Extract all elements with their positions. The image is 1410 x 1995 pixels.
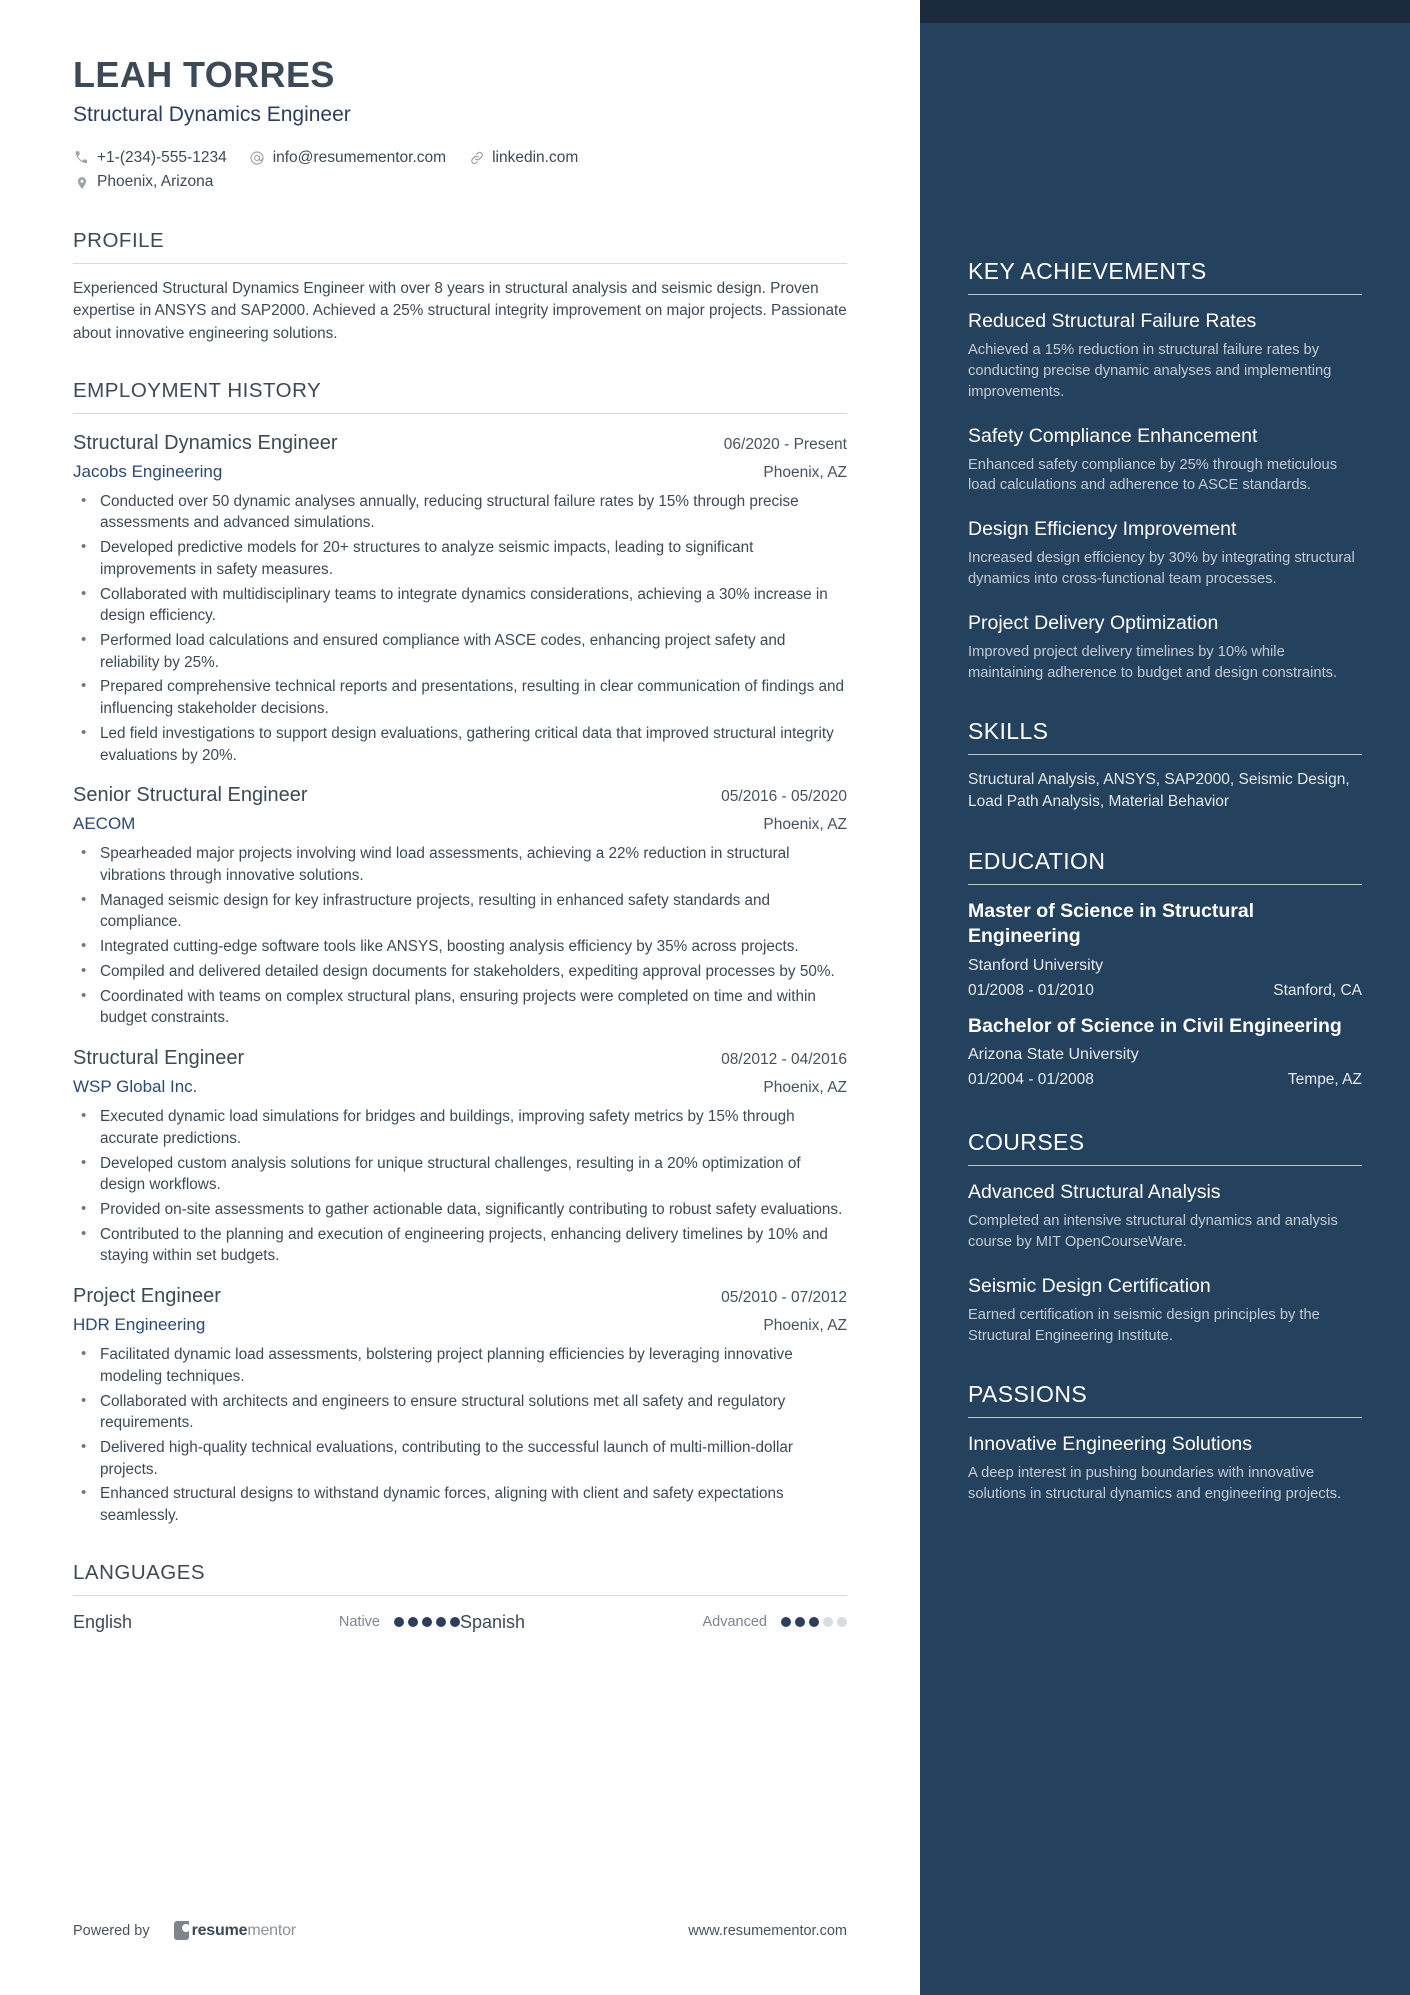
- job-headline: Structural Dynamics Engineer: [73, 102, 351, 126]
- job-dates: 06/2020 - Present: [723, 435, 847, 453]
- divider: [968, 754, 1362, 755]
- language-rating: [781, 1617, 847, 1627]
- section-languages: [73, 1561, 847, 1633]
- sidebar: [920, 0, 1410, 1995]
- job-bullet: • Prepared comprehensive technical reports and presentations, resulting in clear communication of findings and influencing stakeholder decisions.: [73, 676, 847, 719]
- job-meta-row: [73, 1315, 847, 1335]
- section-title-education: EDUCATION: [968, 847, 1106, 874]
- job-dates: 05/2010 - 07/2012: [721, 1289, 847, 1307]
- link-icon: [468, 149, 485, 166]
- achievement-item-desc: Enhanced safety compliance by 25% through meticulous load calculations and adherence to ASCE standards.: [968, 456, 1338, 494]
- job-bullet: • Developed predictive models for 20+ structures to analyze seismic impacts, leading to significant improvements in safety measures.: [73, 537, 847, 580]
- spacer: [968, 684, 1362, 718]
- course-item: [968, 1274, 1362, 1347]
- education-list: [968, 899, 1362, 1090]
- job-bullet: • Spearheaded major projects involving wind load assessments, achieving a 22% reduction in structural vibrations through innovative solutions.: [73, 843, 847, 886]
- section-key-achievements: [968, 258, 1362, 684]
- section-title-profile: PROFILE: [73, 229, 165, 253]
- education-location: Stanford, CA: [1273, 981, 1362, 999]
- course-item-desc: Completed an intensive structural dynamics and analysis course by MIT OpenCourseWare.: [968, 1213, 1338, 1251]
- job-bullet: • Developed custom analysis solutions for unique structural challenges, resulting in a 20% optimization of design workflows.: [73, 1153, 847, 1196]
- job-bullet: • Managed seismic design for key infrastructure projects, resulting in enhanced safety standards and compliance.: [73, 890, 847, 933]
- passions-list: [968, 1432, 1362, 1505]
- section-title-languages: LANGUAGES: [73, 1560, 206, 1584]
- job-bullet: • Collaborated with multidisciplinary teams to integrate dynamics considerations, achieving a 30% increase in design efficiency.: [73, 584, 847, 627]
- map-pin-icon: [73, 174, 90, 191]
- job-location: Phoenix, AZ: [763, 463, 847, 481]
- jobs-list: [73, 432, 847, 1527]
- section-title-skills: SKILLS: [968, 717, 1049, 744]
- divider: [73, 263, 847, 264]
- spacer: [968, 1103, 1362, 1129]
- rating-dot: [408, 1617, 418, 1627]
- contact-location: [73, 170, 213, 195]
- contact-row-1: [73, 146, 847, 171]
- job-bullet: • Compiled and delivered detailed design documents for stakeholders, expediting approval processes by 50%.: [73, 961, 847, 983]
- job-location: Phoenix, AZ: [763, 816, 847, 834]
- education-item: [968, 899, 1362, 1000]
- job-bullet: • Facilitated dynamic load assessments, bolstering project planning efficiencies by leveraging innovative modeling techniques.: [73, 1344, 847, 1387]
- passion-item-title: Innovative Engineering Solutions: [968, 1432, 1253, 1455]
- languages-list: [73, 1612, 847, 1633]
- contact-phone[interactable]: [73, 146, 227, 171]
- section-title-passions: PASSIONS: [968, 1380, 1088, 1407]
- job-bullets: [73, 1106, 847, 1267]
- job-entry: [73, 432, 847, 767]
- job-bullet: • Provided on-site assessments to gather actionable data, significantly contributing to robust safety evaluations.: [73, 1199, 847, 1221]
- divider: [968, 884, 1362, 885]
- job-header-row: [73, 1285, 847, 1308]
- job-title: Senior Structural Engineer: [73, 784, 308, 807]
- education-school: Arizona State University: [968, 1046, 1139, 1064]
- education-school: Stanford University: [968, 956, 1104, 974]
- sidebar-content: [968, 0, 1362, 1505]
- at-icon: [249, 149, 266, 166]
- achievement-item-title: Project Delivery Optimization: [968, 611, 1219, 634]
- footer-left: [73, 1921, 296, 1940]
- footer-website[interactable]: www.resumementor.com: [688, 1922, 847, 1939]
- achievements-list: [968, 309, 1362, 684]
- job-bullets: [73, 843, 847, 1029]
- rating-dot: [394, 1617, 404, 1627]
- job-meta-row: [73, 462, 847, 482]
- course-item-title: Advanced Structural Analysis: [968, 1181, 1221, 1204]
- job-bullet: • Delivered high-quality technical evaluations, contributing to the successful launch of multi-million-dollar projects.: [73, 1437, 847, 1480]
- job-bullet: • Executed dynamic load simulations for bridges and buildings, improving safety metrics by 15% through accurate predictions.: [73, 1106, 847, 1149]
- contact-row-2: [73, 170, 847, 195]
- divider: [73, 1595, 847, 1596]
- job-title: Structural Dynamics Engineer: [73, 431, 338, 454]
- page-title: LEAH TORRES: [73, 54, 335, 95]
- job-entry: [73, 1285, 847, 1527]
- education-location: Tempe, AZ: [1287, 1071, 1362, 1089]
- achievement-item: [968, 309, 1362, 403]
- language-name: Spanish: [460, 1611, 526, 1632]
- rating-dot: [436, 1617, 446, 1627]
- job-bullet: • Coordinated with teams on complex structural plans, ensuring projects were completed on time and within budget constraints.: [73, 986, 847, 1029]
- achievement-item-title: Safety Compliance Enhancement: [968, 424, 1258, 447]
- education-meta: [968, 982, 1362, 1000]
- achievement-item-title: Design Efficiency Improvement: [968, 518, 1237, 541]
- section-profile: [73, 229, 847, 345]
- courses-list: [968, 1180, 1362, 1346]
- course-item-desc: Earned certification in seismic design principles by the Structural Engineering Institute.: [968, 1307, 1320, 1345]
- rating-dot: [809, 1617, 819, 1627]
- profile-text: Experienced Structural Dynamics Engineer with over 8 years in structural analysis and seismic design. Proven expertise in ANSYS and SAP2000. Achieved a 25% structural integrity improvement on major projects. Passionate about innovative engineering solutions.: [73, 280, 847, 342]
- education-dates: 01/2004 - 01/2008: [968, 1071, 1094, 1089]
- spacer: [968, 1347, 1362, 1381]
- job-bullets: [73, 491, 847, 767]
- rating-dot: [837, 1617, 847, 1627]
- achievement-item-desc: Improved project delivery timelines by 10% while maintaining adherence to budget and design constraints.: [968, 643, 1338, 681]
- section-title-achievements: KEY ACHIEVEMENTS: [968, 258, 1207, 284]
- language-level: Advanced: [702, 1614, 767, 1631]
- job-bullets: [73, 1344, 847, 1527]
- section-title-courses: COURSES: [968, 1129, 1085, 1156]
- section-passions: [968, 1381, 1362, 1505]
- course-item: [968, 1180, 1362, 1253]
- job-title: Project Engineer: [73, 1285, 221, 1308]
- achievement-item-desc: Achieved a 15% reduction in structural failure rates by conducting precise dynamic analyses and implementing improvements.: [968, 341, 1332, 400]
- achievement-item: [968, 517, 1362, 590]
- education-degree: Bachelor of Science in Civil Engineering: [968, 1014, 1342, 1037]
- page-footer: [73, 1921, 847, 1940]
- phone-icon: [73, 149, 90, 166]
- job-company[interactable]: HDR Engineering: [73, 1315, 206, 1335]
- job-meta-row: [73, 814, 847, 834]
- spacer: [968, 814, 1362, 848]
- job-bullet: • Enhanced structural designs to withstand dynamic forces, aligning with client and safety expectations seamlessly.: [73, 1483, 847, 1526]
- course-item-title: Seismic Design Certification: [968, 1275, 1211, 1298]
- header-block: [73, 55, 847, 195]
- job-bullet: • Collaborated with architects and engineers to ensure structural solutions met all safety and regulatory requirements.: [73, 1391, 847, 1434]
- job-bullet: • Performed load calculations and ensured compliance with ASCE codes, enhancing project safety and reliability by 25%.: [73, 630, 847, 673]
- logo-light: mentor: [247, 1921, 296, 1939]
- section-courses: [968, 1129, 1362, 1346]
- job-bullet: • Conducted over 50 dynamic analyses annually, reducing structural failure rates by 15% through precise assessments and advanced simulations.: [73, 491, 847, 534]
- contact-link[interactable]: [468, 146, 578, 171]
- job-header-row: [73, 432, 847, 455]
- education-item: [968, 1014, 1362, 1090]
- rating-dot: [795, 1617, 805, 1627]
- resumementor-logo: [174, 1921, 296, 1940]
- section-employment: [73, 379, 847, 1527]
- passion-item-desc: A deep interest in pushing boundaries with innovative solutions in structural dynamics and engineering projects.: [968, 1464, 1342, 1502]
- job-location: Phoenix, AZ: [763, 1317, 847, 1335]
- job-bullet: • Contributed to the planning and execution of engineering projects, enhancing delivery timelines by 10% and staying within set budgets.: [73, 1224, 847, 1267]
- logo-mark-icon: [174, 1921, 189, 1940]
- rating-dot: [450, 1617, 460, 1627]
- job-title: Structural Engineer: [73, 1047, 245, 1070]
- rating-dot: [422, 1617, 432, 1627]
- divider: [968, 294, 1362, 295]
- section-skills: [968, 718, 1362, 814]
- job-dates: 08/2012 - 04/2016: [721, 1051, 847, 1069]
- logo-text: [192, 1922, 296, 1940]
- skills-text: Structural Analysis, ANSYS, SAP2000, Seismic Design, Load Path Analysis, Material Behavior: [968, 770, 1350, 811]
- contact-link-text: linkedin.com: [492, 148, 579, 166]
- contact-location-text: Phoenix, Arizona: [97, 173, 214, 191]
- education-degree: Master of Science in Structural Engineering: [968, 899, 1255, 947]
- job-entry: [73, 1047, 847, 1267]
- language-item: [73, 1612, 460, 1633]
- divider: [968, 1417, 1362, 1418]
- job-header-row: [73, 784, 847, 807]
- achievement-item-desc: Increased design efficiency by 30% by integrating structural dynamics into cross-functional team processes.: [968, 550, 1355, 588]
- rating-dot: [781, 1617, 791, 1627]
- passion-item: [968, 1432, 1362, 1505]
- job-bullet: • Led field investigations to support design evaluations, gathering critical data that improved structural integrity evaluations by 20%.: [73, 723, 847, 766]
- language-rating: [394, 1617, 460, 1627]
- language-level: Native: [338, 1614, 380, 1631]
- logo-bold: resume: [191, 1921, 248, 1939]
- contact-email-text: info@resumementor.com: [272, 148, 447, 166]
- job-company[interactable]: Jacobs Engineering: [73, 461, 223, 481]
- powered-by-label: Powered by: [73, 1922, 150, 1939]
- achievement-item-title: Reduced Structural Failure Rates: [968, 310, 1257, 332]
- contact-phone-text: +1-(234)-555-1234: [97, 148, 227, 166]
- section-education: [968, 848, 1362, 1090]
- education-meta: [968, 1071, 1362, 1089]
- contact-email[interactable]: [249, 146, 446, 171]
- job-meta-row: [73, 1077, 847, 1097]
- job-company[interactable]: WSP Global Inc.: [73, 1077, 198, 1097]
- language-name: English: [73, 1611, 133, 1632]
- achievement-item: [968, 611, 1362, 684]
- job-bullet: • Integrated cutting-edge software tools like ANSYS, boosting analysis efficiency by 35% across projects.: [73, 936, 847, 958]
- section-title-employment: EMPLOYMENT HISTORY: [73, 378, 322, 402]
- job-location: Phoenix, AZ: [763, 1079, 847, 1097]
- education-dates: 01/2008 - 01/2010: [968, 981, 1094, 999]
- job-dates: 05/2016 - 05/2020: [721, 788, 847, 806]
- achievement-item: [968, 424, 1362, 497]
- job-entry: [73, 784, 847, 1029]
- contact-block: [73, 146, 847, 196]
- job-company[interactable]: AECOM: [73, 814, 136, 834]
- language-item: [460, 1612, 847, 1633]
- divider: [968, 1165, 1362, 1166]
- job-header-row: [73, 1047, 847, 1070]
- rating-dot: [823, 1617, 833, 1627]
- divider: [73, 413, 847, 414]
